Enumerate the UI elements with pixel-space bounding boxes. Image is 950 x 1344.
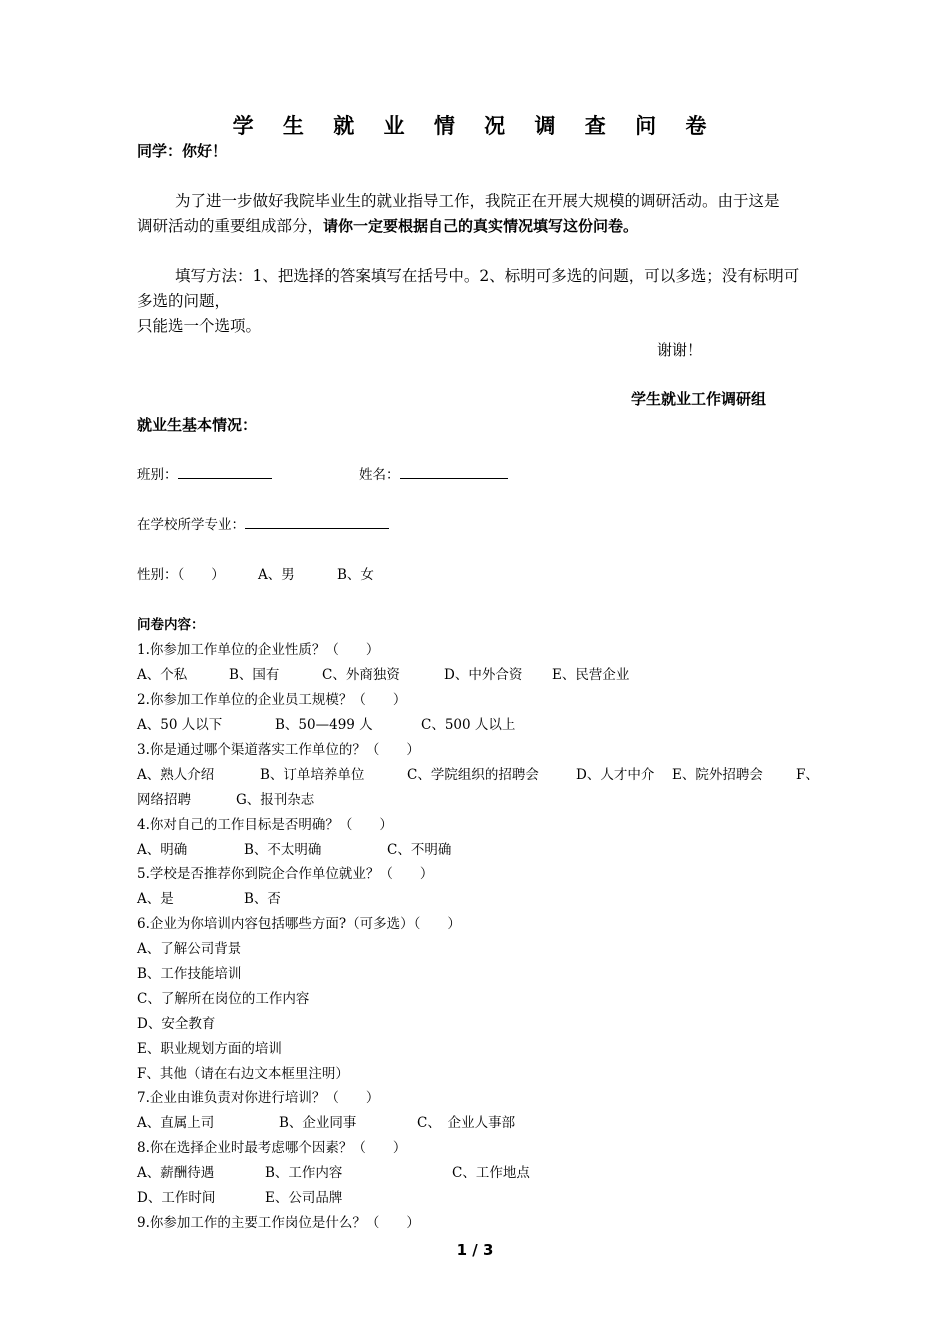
content-heading: 问卷内容： bbox=[137, 617, 205, 633]
class-input-line[interactable] bbox=[178, 464, 272, 479]
question-7: 7.企业由谁负责对你进行培训？（ ） bbox=[137, 1090, 380, 1106]
q4-option-a: A、明确 bbox=[137, 842, 188, 858]
intro-line-1: 为了进一步做好我院毕业生的就业指导工作，我院正在开展大规模的调研活动。由于这是 bbox=[175, 192, 780, 210]
q1-option-c: C、外商独资 bbox=[322, 667, 400, 683]
q1-option-b: B、国有 bbox=[229, 667, 280, 683]
page-number: 1 / 3 bbox=[456, 1241, 494, 1259]
q8-option-b: B、工作内容 bbox=[265, 1165, 343, 1181]
intro-normal-text: 调研活动的重要组成部分， bbox=[137, 217, 324, 235]
q3-option-f: F、 bbox=[796, 767, 819, 783]
q6-option-c: C、了解所在岗位的工作内容 bbox=[137, 991, 310, 1007]
name-label: 姓名： bbox=[359, 467, 400, 483]
method-line-2: 多选的问题， bbox=[137, 292, 231, 310]
q3-option-f-text: 网络招聘 bbox=[137, 792, 191, 808]
q5-option-b: B、否 bbox=[244, 891, 281, 907]
greeting: 同学：你好！ bbox=[137, 142, 228, 160]
major-field bbox=[137, 513, 389, 533]
q7-option-b: B、企业同事 bbox=[279, 1115, 357, 1131]
q5-option-a: A、是 bbox=[137, 891, 174, 907]
q3-option-b: B、订单培养单位 bbox=[260, 767, 365, 783]
q8-option-c: C、工作地点 bbox=[452, 1165, 530, 1181]
question-1: 1.你参加工作单位的企业性质？（ ） bbox=[137, 642, 380, 658]
name-input-line[interactable] bbox=[400, 464, 508, 479]
q1-option-e: E、民营企业 bbox=[552, 667, 630, 683]
q6-option-a: A、了解公司背景 bbox=[137, 941, 242, 957]
document-title: 学 生 就 业 情 况 调 查 问 卷 bbox=[232, 114, 718, 138]
q2-option-b: B、50—499 人 bbox=[275, 717, 373, 733]
intro-line-2 bbox=[137, 214, 638, 236]
question-2: 2.你参加工作单位的企业员工规模？（ ） bbox=[137, 692, 407, 708]
major-input-line[interactable] bbox=[245, 514, 389, 529]
q3-option-c: C、学院组织的招聘会 bbox=[407, 767, 539, 783]
q8-option-a: A、薪酬待遇 bbox=[137, 1165, 215, 1181]
major-label: 在学校所学专业： bbox=[137, 517, 245, 533]
q8-option-e: E、公司品牌 bbox=[265, 1190, 343, 1206]
q7-option-a: A、直属上司 bbox=[137, 1115, 215, 1131]
class-label: 班别： bbox=[137, 467, 178, 483]
q3-option-g: G、报刊杂志 bbox=[236, 792, 315, 808]
gender-option-b: B、女 bbox=[337, 567, 374, 583]
question-5: 5.学校是否推荐你到院企合作单位就业？（ ） bbox=[137, 866, 434, 882]
q6-option-b: B、工作技能培训 bbox=[137, 966, 242, 982]
q2-option-a: A、50 人以下 bbox=[137, 717, 223, 733]
q1-option-d: D、中外合资 bbox=[444, 667, 523, 683]
question-3: 3.你是通过哪个渠道落实工作单位的？（ ） bbox=[137, 742, 420, 758]
q6-option-d: D、安全教育 bbox=[137, 1016, 216, 1032]
q6-option-e: E、职业规划方面的培训 bbox=[137, 1041, 282, 1057]
q6-option-f: F、其他（请在右边文本框里注明） bbox=[137, 1066, 349, 1082]
q3-option-a: A、熟人介绍 bbox=[137, 767, 215, 783]
question-4: 4.你对自己的工作目标是否明确？（ ） bbox=[137, 817, 393, 833]
thanks-text: 谢谢！ bbox=[657, 341, 703, 359]
q3-option-e: E、院外招聘会 bbox=[672, 767, 763, 783]
question-8: 8.你在选择企业时最考虑哪个因素？（ ） bbox=[137, 1140, 407, 1156]
question-6: 6.企业为你培训内容包括哪些方面?（可多选）（ ） bbox=[137, 916, 461, 932]
question-9: 9.你参加工作的主要工作岗位是什么？（ ） bbox=[137, 1215, 420, 1231]
name-field bbox=[359, 463, 508, 483]
q4-option-b: B、不太明确 bbox=[244, 842, 322, 858]
gender-question: 性别：（ ） bbox=[137, 567, 225, 583]
q8-option-d: D、工作时间 bbox=[137, 1190, 216, 1206]
q4-option-c: C、不明确 bbox=[387, 842, 452, 858]
q2-option-c: C、500 人以上 bbox=[421, 717, 516, 733]
class-field bbox=[137, 463, 272, 483]
basic-info-heading: 就业生基本情况： bbox=[137, 416, 258, 434]
intro-bold-text: 请你一定要根据自己的真实情况填写这份问卷。 bbox=[323, 217, 639, 235]
q7-option-c: C、 企业人事部 bbox=[417, 1115, 516, 1131]
method-line-1: 填写方法：1、把选择的答案填写在括号中。2、标明可多选的问题，可以多选；没有标明可 bbox=[175, 267, 800, 285]
method-line-3: 只能选一个选项。 bbox=[137, 317, 262, 335]
q3-option-d: D、人才中介 bbox=[576, 767, 655, 783]
signature: 学生就业工作调研组 bbox=[631, 390, 767, 408]
gender-option-a: A、男 bbox=[258, 567, 295, 583]
q1-option-a: A、个私 bbox=[137, 667, 188, 683]
